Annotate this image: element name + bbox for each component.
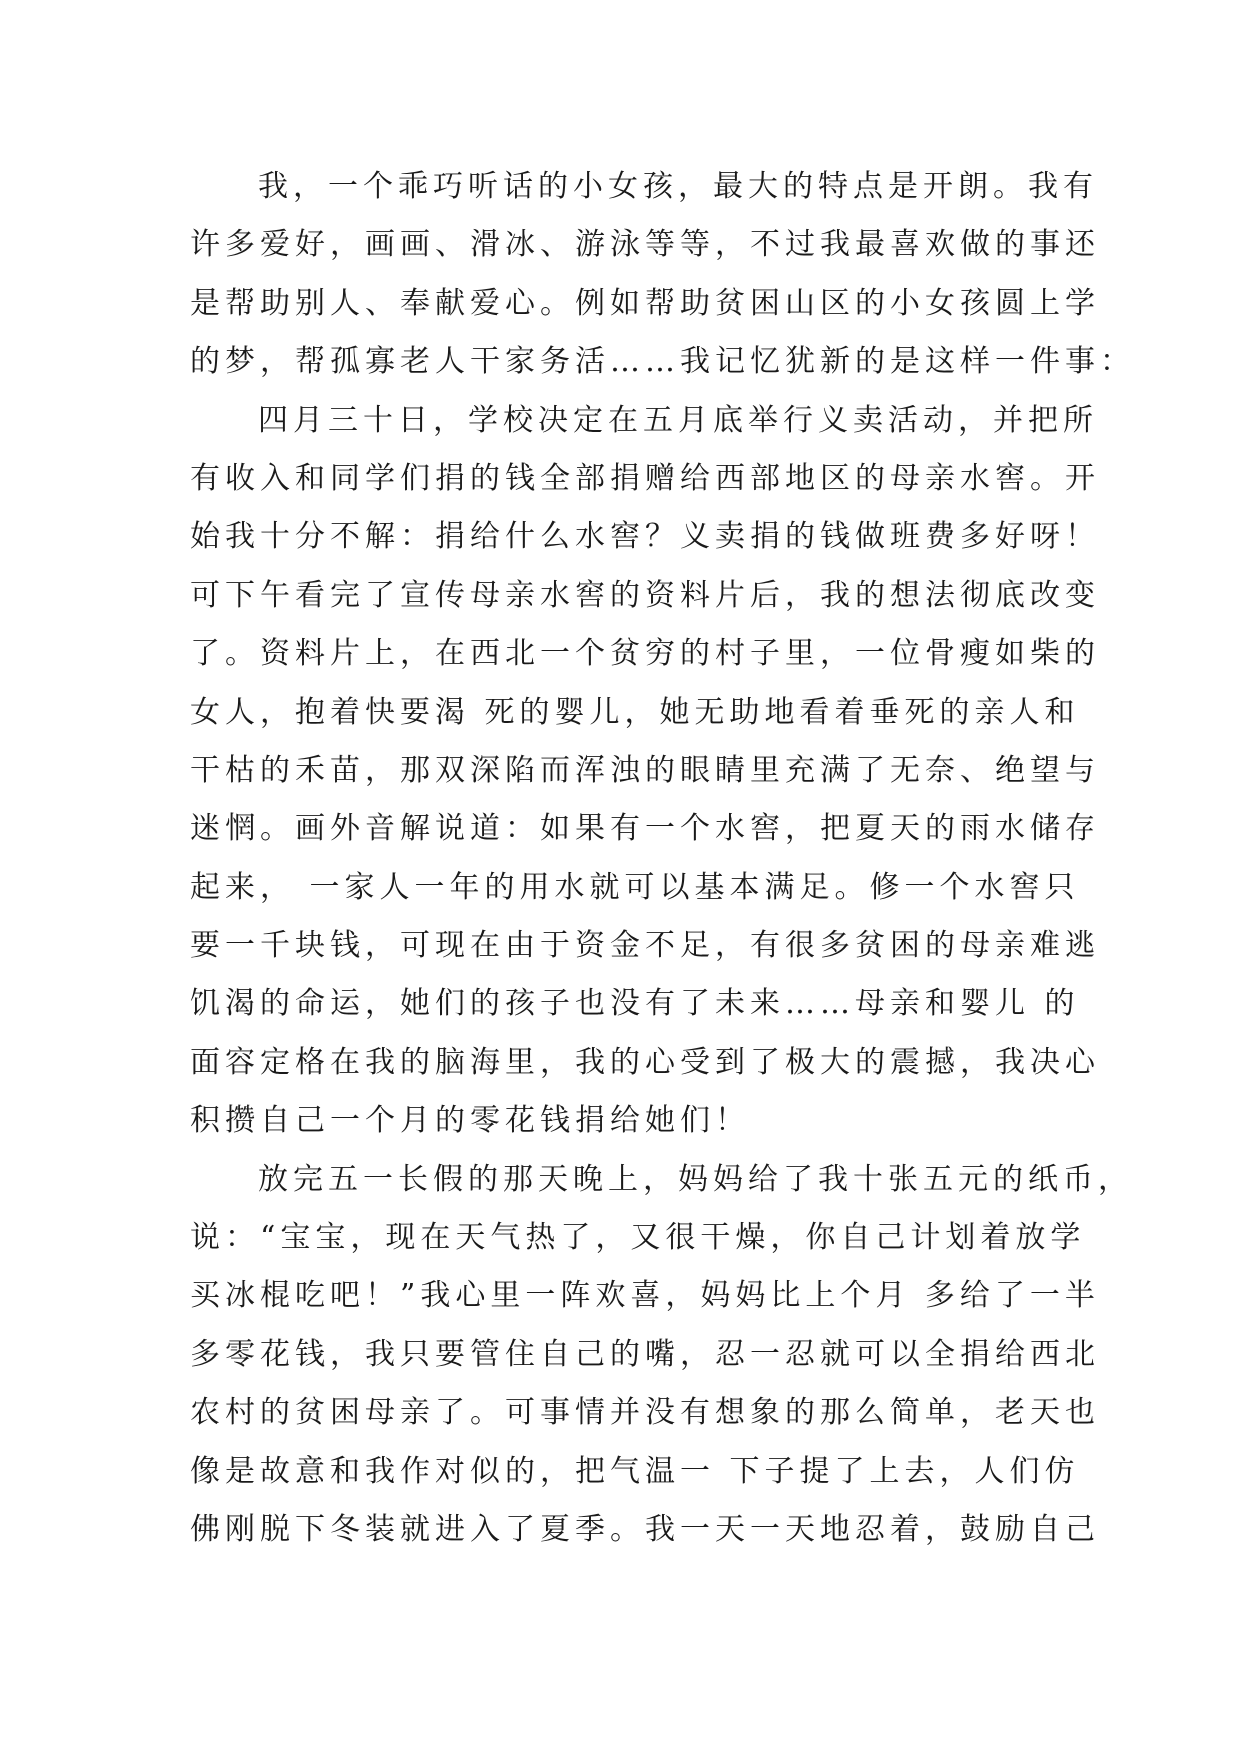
text-line: 佛刚脱下冬装就进入了夏季。我一天一天地忍着，鼓励自己 (190, 1511, 1100, 1547)
text-line: 四月三十日，学校决定在五月底举行义卖活动，并把所 (258, 402, 1098, 438)
text-line: 干枯的禾苗，那双深陷而浑浊的眼睛里充满了无奈、绝望与 (190, 752, 1100, 788)
text-line: 始我十分不解：捐给什么水窖？义卖捐的钱做班费多好呀！ (190, 519, 1100, 555)
text-line: 说：“宝宝，现在天气热了，又很干燥，你自己计划着放学 (190, 1220, 1086, 1256)
text-line: 像是故意和我作对似的，把气温一 下子提了上去，人们仿 (190, 1453, 1080, 1489)
text-line: 的梦，帮孤寡老人干家务活……我记忆犹新的是这样一件事： (190, 344, 1135, 380)
text-line: 农村的贫困母亲了。可事情并没有想象的那么简单，老天也 (190, 1395, 1100, 1431)
text-line: 起来， 一家人一年的用水就可以基本满足。修一个水窖只 (190, 869, 1080, 905)
text-line: 买冰棍吃吧！”我心里一阵欢喜，妈妈比上个月 多给了一半 (190, 1278, 1100, 1314)
text-line: 饥渴的命运，她们的孩子也没有了未来……母亲和婴儿 的 (190, 986, 1080, 1022)
text-line: 女人，抱着快要渴 死的婴儿，她无助地看着垂死的亲人和 (190, 694, 1080, 730)
text-line: 是帮助别人、奉献爱心。例如帮助贫困山区的小女孩圆上学 (190, 285, 1100, 321)
text-line: 积攒自己一个月的零花钱捐给她们！ (190, 1103, 750, 1139)
text-line: 多零花钱，我只要管住自己的嘴，忍一忍就可以全捐给西北 (190, 1336, 1100, 1372)
text-line: 迷惘。画外音解说道：如果有一个水窖，把夏天的雨水储存 (190, 811, 1100, 847)
body-text (190, 158, 1135, 1559)
text-line: 放完五一长假的那天晚上，妈妈给了我十张五元的纸币， (258, 1161, 1133, 1197)
text-line: 许多爱好，画画、滑冰、游泳等等，不过我最喜欢做的事还 (190, 227, 1100, 263)
text-line: 有收入和同学们捐的钱全部捐赠给西部地区的母亲水窖。开 (190, 460, 1100, 496)
text-line: 可下午看完了宣传母亲水窖的资料片后，我的想法彻底改变 (190, 577, 1100, 613)
text-line: 要一千块钱，可现在由于资金不足，有很多贫困的母亲难逃 (190, 928, 1100, 964)
text-line: 面容定格在我的脑海里，我的心受到了极大的震撼，我决心 (190, 1044, 1100, 1080)
text-line: 了。资料片上，在西北一个贫穷的村子里，一位骨瘦如柴的 (190, 636, 1100, 672)
text-line: 我，一个乖巧听话的小女孩，最大的特点是开朗。我有 (258, 169, 1098, 204)
